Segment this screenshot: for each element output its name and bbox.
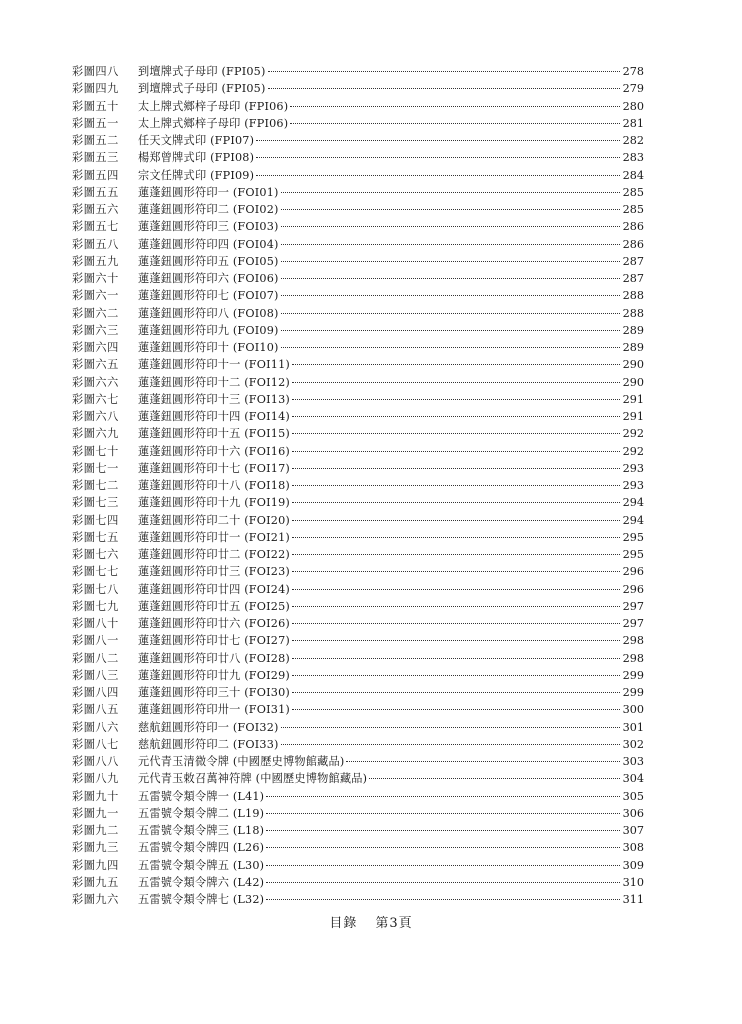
page-number: 285 [622, 203, 644, 216]
plate-title: 蓮蓬鈕圓形符印廿二 (FOI22) [138, 548, 290, 561]
toc-entry [72, 563, 644, 580]
plate-title: 蓮蓬鈕圓形符印十 (FOI10) [138, 341, 279, 354]
dot-leader [290, 106, 620, 107]
plate-number: 彩圖八一 [72, 634, 119, 648]
page-number: 298 [622, 651, 644, 665]
page-number: 309 [622, 858, 644, 872]
plate-title: 到壇牌式子母印 (FPI05) [138, 65, 266, 78]
dot-leader [281, 244, 620, 245]
plate-number: 彩圖七一 [72, 461, 119, 475]
plate-title: 蓮蓬鈕圓形符印廿四 (FOI24) [138, 582, 290, 596]
toc-entry [72, 667, 644, 684]
plate-title: 蓮蓬鈕圓形符印十六 (FOI16) [138, 444, 290, 458]
dot-leader [292, 451, 620, 452]
dot-leader [256, 157, 620, 158]
dot-leader [268, 71, 620, 72]
toc-entry [72, 374, 644, 391]
plate-title: 蓮蓬鈕圓形符印十三 (FOI13) [138, 392, 290, 406]
page-number: 296 [622, 582, 644, 596]
dot-leader [292, 606, 620, 607]
toc-entry [72, 546, 644, 563]
dot-leader [268, 88, 620, 89]
toc-entry [72, 443, 644, 460]
dot-leader [292, 399, 620, 400]
dot-leader [266, 865, 620, 866]
dot-leader [292, 382, 620, 383]
toc-entry [72, 494, 644, 511]
page-number: 278 [622, 65, 644, 78]
page-number: 293 [622, 479, 644, 492]
plate-number: 彩圖八六 [72, 720, 119, 734]
plate-number: 彩圖五十 [72, 99, 119, 113]
toc-entry [72, 63, 644, 80]
page-number: 295 [622, 530, 644, 544]
plate-title: 蓮蓬鈕圓形符印十一 (FOI11) [138, 358, 290, 372]
plate-number: 彩圖五二 [72, 134, 119, 147]
plate-number: 彩圖六三 [72, 323, 119, 337]
plate-title: 五雷號令類令牌二 (L19) [138, 806, 265, 820]
page-number: 303 [622, 755, 644, 768]
plate-number: 彩圖八九 [72, 772, 119, 786]
dot-leader [292, 554, 620, 555]
plate-number: 彩圖八七 [72, 737, 119, 751]
plate-title: 太上牌式鄉梓子母印 (FPI06) [138, 116, 289, 130]
dot-leader [266, 796, 620, 797]
page-number: 288 [622, 289, 644, 303]
page-number: 293 [622, 461, 644, 475]
plate-title: 蓮蓬鈕圓形符印十九 (FOI19) [138, 496, 290, 510]
toc-entry [72, 719, 644, 736]
page-number: 291 [622, 392, 644, 406]
page-number: 311 [622, 893, 644, 906]
toc-entry [72, 529, 644, 546]
plate-title: 慈航鈕圓形符印二 (FOI33) [138, 737, 279, 751]
toc-entry [72, 857, 644, 874]
toc-entry [72, 149, 644, 166]
dot-leader [281, 727, 620, 728]
dot-leader [281, 209, 620, 210]
plate-number: 彩圖七二 [72, 479, 119, 492]
plate-number: 彩圖九一 [72, 806, 119, 820]
page-number: 280 [622, 99, 644, 113]
toc-entry [72, 270, 644, 287]
plate-number: 彩圖六六 [72, 375, 119, 389]
toc-entry [72, 98, 644, 115]
toc-entry [72, 201, 644, 218]
plate-number: 彩圖八八 [72, 755, 119, 768]
page-number: 290 [622, 375, 644, 389]
plate-title: 蓮蓬鈕圓形符印五 (FOI05) [138, 254, 279, 268]
plate-title: 蓮蓬鈕圓形符印十八 (FOI18) [138, 479, 290, 492]
plate-number: 彩圖五四 [72, 168, 119, 182]
dot-leader [281, 278, 620, 279]
dot-leader [256, 140, 620, 141]
dot-leader [266, 899, 620, 900]
plate-title: 蓮蓬鈕圓形符印廿七 (FOI27) [138, 634, 290, 648]
table-of-contents [72, 63, 644, 908]
page-number: 292 [622, 427, 644, 441]
toc-entry [72, 115, 644, 132]
dot-leader [281, 744, 620, 745]
dot-leader [292, 658, 620, 659]
dot-leader [292, 675, 620, 676]
plate-title: 蓮蓬鈕圓形符印廿三 (FOI23) [138, 565, 290, 579]
plate-number: 彩圖七八 [72, 582, 119, 596]
plate-title: 五雷號令類令牌六 (L42) [138, 875, 265, 889]
dot-leader [292, 640, 620, 641]
dot-leader [292, 485, 620, 486]
dot-leader [266, 830, 620, 831]
plate-title: 蓮蓬鈕圓形符印十二 (FOI12) [138, 375, 290, 389]
plate-number: 彩圖七六 [72, 548, 119, 561]
page-number: 282 [622, 134, 644, 147]
plate-title: 楊郑曾牌式印 (FPI08) [138, 151, 255, 165]
page-number: 304 [622, 772, 644, 786]
page-number: 285 [622, 185, 644, 199]
page-number: 310 [622, 875, 644, 889]
dot-leader [292, 433, 620, 434]
toc-entry [72, 598, 644, 615]
toc-entry [72, 339, 644, 356]
plate-title: 元代青玉敕召萬神符牌 (中國歷史博物館藏品) [138, 772, 368, 786]
toc-entry [72, 874, 644, 891]
toc-entry [72, 701, 644, 718]
dot-leader [266, 847, 620, 848]
plate-title: 蓮蓬鈕圓形符印三十 (FOI30) [138, 686, 290, 699]
dot-leader [256, 175, 620, 176]
dot-leader [292, 692, 620, 693]
page-number: 289 [622, 323, 644, 337]
dot-leader [346, 761, 620, 762]
plate-number: 彩圖七十 [72, 444, 119, 458]
plate-number: 彩圖七七 [72, 565, 119, 579]
dot-leader [281, 295, 620, 296]
plate-title: 蓮蓬鈕圓形符印八 (FOI08) [138, 306, 279, 320]
page-number: 294 [622, 496, 644, 510]
dot-leader [292, 709, 620, 710]
page-number: 288 [622, 306, 644, 320]
plate-title: 五雷號令類令牌三 (L18) [138, 824, 265, 837]
dot-leader [292, 502, 620, 503]
dot-leader [281, 192, 620, 193]
dot-leader [292, 364, 620, 365]
plate-number: 彩圖五一 [72, 116, 119, 130]
plate-number: 彩圖八三 [72, 668, 119, 682]
toc-entry [72, 736, 644, 753]
plate-number: 彩圖九三 [72, 841, 119, 855]
toc-entry [72, 839, 644, 856]
plate-title: 蓮蓬鈕圓形符印六 (FOI06) [138, 272, 279, 285]
plate-number: 彩圖六五 [72, 358, 119, 372]
page-number: 292 [622, 444, 644, 458]
plate-title: 蓮蓬鈕圓形符印九 (FOI09) [138, 323, 279, 337]
toc-entry [72, 650, 644, 667]
toc-entry [72, 425, 644, 442]
page-number: 294 [622, 513, 644, 527]
page-number: 286 [622, 220, 644, 234]
toc-entry [72, 356, 644, 373]
plate-number: 彩圖七五 [72, 530, 119, 544]
toc-entry [72, 788, 644, 805]
plate-number: 彩圖五五 [72, 185, 119, 199]
page-number: 295 [622, 548, 644, 561]
page-number: 298 [622, 634, 644, 648]
page-number: 306 [622, 806, 644, 820]
dot-leader [292, 571, 620, 572]
toc-entry [72, 305, 644, 322]
plate-number: 彩圖六十 [72, 272, 119, 285]
dot-leader [266, 813, 620, 814]
toc-entry [72, 184, 644, 201]
plate-number: 彩圖五九 [72, 254, 119, 268]
plate-number: 彩圖六四 [72, 341, 119, 354]
dot-leader [292, 589, 620, 590]
dot-leader [292, 537, 620, 538]
toc-entry [72, 632, 644, 649]
plate-title: 蓮蓬鈕圓形符印廿八 (FOI28) [138, 651, 290, 665]
page-number: 297 [622, 599, 644, 613]
plate-number: 彩圖八二 [72, 651, 119, 665]
plate-title: 蓮蓬鈕圓形符印十七 (FOI17) [138, 461, 290, 475]
page-number: 302 [622, 737, 644, 751]
plate-number: 彩圖九六 [72, 893, 119, 906]
page-number: 290 [622, 358, 644, 372]
plate-title: 宗文任牌式印 (FPI09) [138, 168, 255, 182]
page-number: 287 [622, 272, 644, 285]
plate-title: 蓮蓬鈕圓形符印四 (FOI04) [138, 237, 279, 251]
toc-entry [72, 408, 644, 425]
plate-number: 彩圖九四 [72, 858, 119, 872]
plate-title: 蓮蓬鈕圓形符印十五 (FOI15) [138, 427, 290, 441]
plate-number: 彩圖七四 [72, 513, 119, 527]
plate-title: 蓮蓬鈕圓形符印廿一 (FOI21) [138, 530, 290, 544]
plate-title: 蓮蓬鈕圓形符印七 (FOI07) [138, 289, 279, 303]
plate-title: 蓮蓬鈕圓形符印三 (FOI03) [138, 220, 279, 234]
plate-number: 彩圖五八 [72, 237, 119, 251]
dot-leader [369, 778, 620, 779]
page-number: 291 [622, 410, 644, 423]
page-number: 286 [622, 237, 644, 251]
plate-number: 彩圖八五 [72, 703, 119, 717]
toc-entry [72, 132, 644, 149]
dot-leader [292, 416, 620, 417]
page-number: 283 [622, 151, 644, 165]
toc-entry [72, 322, 644, 339]
page-footer [0, 912, 742, 931]
toc-entry [72, 218, 644, 235]
plate-number: 彩圖八四 [72, 686, 119, 699]
plate-title: 元代青玉清微令牌 (中國歷史博物館藏品) [138, 755, 345, 768]
plate-title: 蓮蓬鈕圓形符印一 (FOI01) [138, 185, 279, 199]
plate-title: 蓮蓬鈕圓形符印二 (FOI02) [138, 203, 279, 216]
plate-number: 彩圖五六 [72, 203, 119, 216]
plate-number: 彩圖五三 [72, 151, 119, 165]
plate-title: 太上牌式鄉梓子母印 (FPI06) [138, 99, 289, 113]
toc-entry [72, 684, 644, 701]
page-number: 307 [622, 824, 644, 837]
toc-entry [72, 460, 644, 477]
page-number: 300 [622, 703, 644, 717]
toc-entry [72, 770, 644, 787]
page-number: 305 [622, 789, 644, 803]
footer-page-number: 第3頁 [375, 916, 413, 931]
plate-title: 蓮蓬鈕圓形符印十四 (FOI14) [138, 410, 290, 423]
toc-entry [72, 615, 644, 632]
plate-number: 彩圖六九 [72, 427, 119, 441]
dot-leader [290, 123, 620, 124]
toc-entry [72, 822, 644, 839]
toc-entry [72, 287, 644, 304]
toc-entry [72, 805, 644, 822]
dot-leader [281, 261, 620, 262]
plate-title: 蓮蓬鈕圓形符印廿六 (FOI26) [138, 617, 290, 630]
plate-number: 彩圖六二 [72, 306, 119, 320]
plate-title: 任天文牌式印 (FPI07) [138, 134, 255, 147]
page-number: 297 [622, 617, 644, 630]
plate-number: 彩圖七九 [72, 599, 119, 613]
plate-number: 彩圖六八 [72, 410, 119, 423]
toc-entry [72, 477, 644, 494]
plate-number: 彩圖八十 [72, 617, 119, 630]
plate-number: 彩圖五七 [72, 220, 119, 234]
toc-entry [72, 512, 644, 529]
plate-title: 蓮蓬鈕圓形符印廿九 (FOI29) [138, 668, 290, 682]
plate-number: 彩圖七三 [72, 496, 119, 510]
page-number: 299 [622, 668, 644, 682]
toc-entry [72, 167, 644, 184]
plate-number: 彩圖九二 [72, 824, 119, 837]
plate-number: 彩圖九五 [72, 875, 119, 889]
dot-leader [292, 468, 620, 469]
page-number: 289 [622, 341, 644, 354]
dot-leader [281, 313, 620, 314]
plate-title: 到壇牌式子母印 (FPI05) [138, 82, 266, 96]
plate-title: 五雷號令類令牌一 (L41) [138, 789, 265, 803]
toc-entry [72, 253, 644, 270]
toc-entry [72, 391, 644, 408]
dot-leader [281, 330, 620, 331]
page-number: 284 [622, 168, 644, 182]
dot-leader [292, 623, 620, 624]
plate-title: 五雷號令類令牌五 (L30) [138, 858, 265, 872]
plate-title: 蓮蓬鈕圓形符印二十 (FOI20) [138, 513, 290, 527]
dot-leader [281, 226, 620, 227]
plate-title: 五雷號令類令牌四 (L26) [138, 841, 265, 855]
toc-entry [72, 891, 644, 908]
dot-leader [281, 347, 620, 348]
plate-number: 彩圖六七 [72, 392, 119, 406]
plate-number: 彩圖六一 [72, 289, 119, 303]
page-number: 281 [622, 116, 644, 130]
page-number: 299 [622, 686, 644, 699]
toc-entry [72, 581, 644, 598]
dot-leader [266, 882, 620, 883]
page-number: 287 [622, 254, 644, 268]
toc-entry [72, 753, 644, 770]
page-number: 301 [622, 720, 644, 734]
footer-section: 目錄 [329, 916, 358, 931]
plate-title: 蓮蓬鈕圓形符印卅一 (FOI31) [138, 703, 290, 717]
page-number: 296 [622, 565, 644, 579]
page-number: 308 [622, 841, 644, 855]
plate-title: 蓮蓬鈕圓形符印廿五 (FOI25) [138, 599, 290, 613]
page-number: 279 [622, 82, 644, 96]
plate-title: 慈航鈕圓形符印一 (FOI32) [138, 720, 279, 734]
plate-title: 五雷號令類令牌七 (L32) [138, 893, 265, 906]
plate-number: 彩圖四九 [72, 82, 119, 96]
dot-leader [292, 520, 620, 521]
plate-number: 彩圖九十 [72, 789, 119, 803]
plate-number: 彩圖四八 [72, 65, 119, 78]
toc-entry [72, 236, 644, 253]
toc-entry [72, 80, 644, 97]
